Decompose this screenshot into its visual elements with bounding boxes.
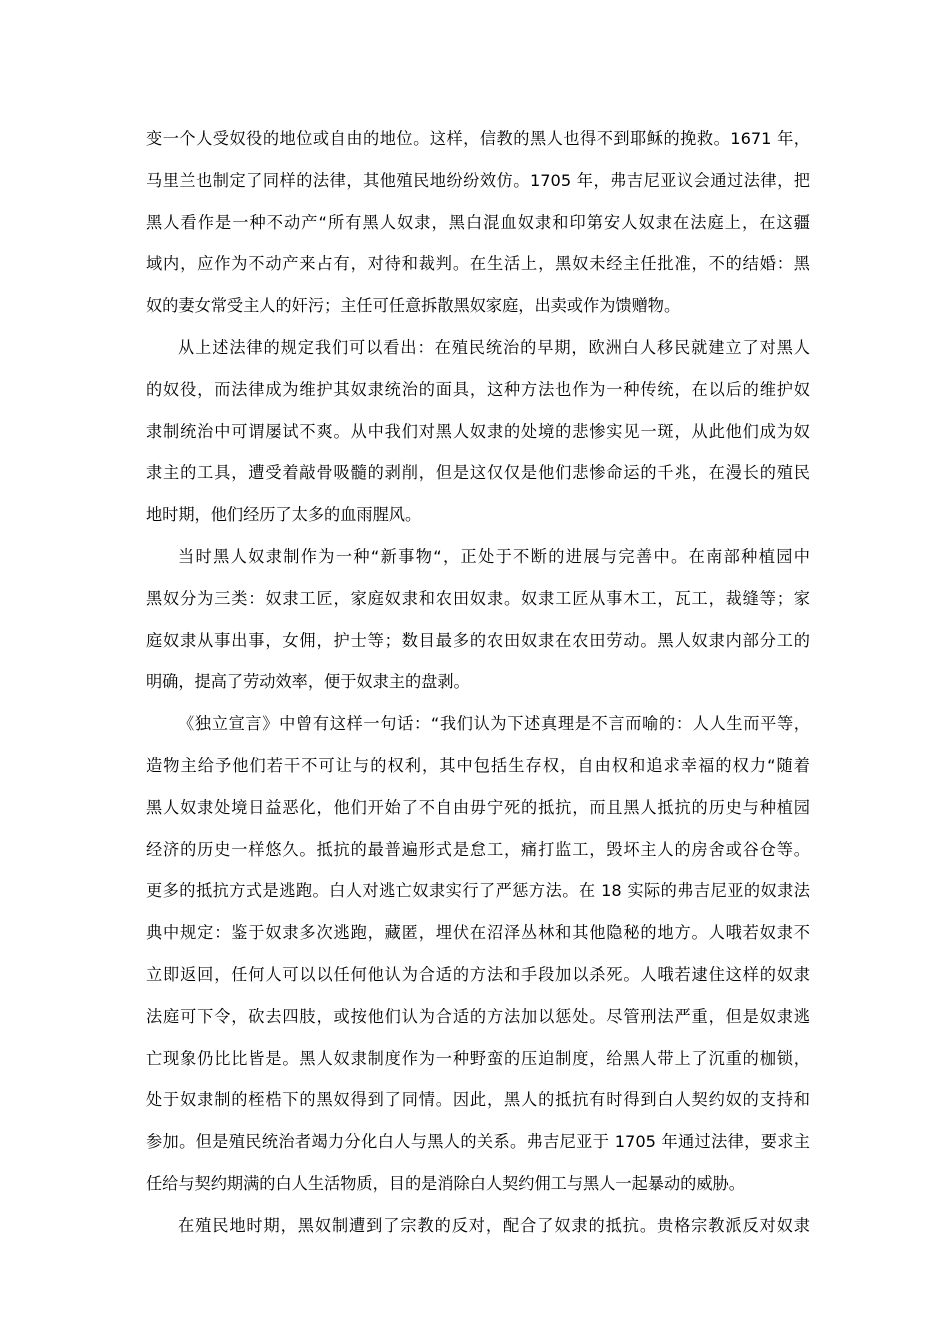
text-line: 处于奴隶制的桎梏下的黑奴得到了同情。因此，黑人的抵抗有时得到白人契约奴的支持和	[146, 1090, 810, 1110]
text-line: 马里兰也制定了同样的法律，其他殖民地纷纷效仿。1705 年，弗吉尼亚议会通过法律，把	[146, 170, 810, 190]
text-line: 黑人看作是一种不动产“所有黑人奴隶，黑白混血奴隶和印第安人奴隶在法庭上，在这疆	[146, 212, 810, 232]
text-line: 的奴役，而法律成为维护其奴隶统治的面具，这种方法也作为一种传统，在以后的维护奴	[146, 379, 810, 399]
text-line: 立即返回，任何人可以以任何他认为合适的方法和手段加以杀死。人哦若逮住这样的奴隶	[146, 964, 810, 984]
text-line: 隶制统治中可谓屡试不爽。从中我们对黑人奴隶的处境的悲惨实见一斑，从此他们成为奴	[146, 421, 810, 441]
text-line: 黑奴分为三类：奴隶工匠，家庭奴隶和农田奴隶。奴隶工匠从事木工，瓦工，裁缝等；家	[146, 588, 810, 608]
text-line: 奴的妻女常受主人的奸污；主任可任意拆散黑奴家庭，出卖或作为馈赠物。	[146, 296, 681, 316]
text-line: 法庭可下令，砍去四肢，或按他们认为合适的方法加以惩处。尽管刑法严重，但是奴隶逃	[146, 1006, 810, 1026]
text-line: 典中规定：鉴于奴隶多次逃跑，藏匿，埋伏在沼泽丛林和其他隐秘的地方。人哦若奴隶不	[146, 923, 810, 943]
text-line: 经济的历史一样悠久。抵抗的最普遍形式是怠工，痛打监工，毁坏主人的房舍或谷仓等。	[146, 839, 810, 859]
text-line: 参加。但是殖民统治者竭力分化白人与黑人的关系。弗吉尼亚于 1705 年通过法律，要求主	[146, 1132, 810, 1152]
text-line: 变一个人受奴役的地位或自由的地位。这样，信教的黑人也得不到耶稣的挽救。1671 年，	[146, 129, 810, 148]
text-line: 当时黑人奴隶制作为一种“新事物“，正处于不断的进展与完善中。在南部种植园中	[178, 546, 810, 566]
text-line: 隶主的工具，遭受着敲骨吸髓的剥削，但是这仅仅是他们悲惨命运的千兆，在漫长的殖民	[146, 463, 810, 483]
text-line: 更多的抵抗方式是逃跑。白人对逃亡奴隶实行了严惩方法。在 18 实际的弗吉尼亚的奴隶法	[146, 881, 810, 901]
text-line: 黑人奴隶处境日益恶化，他们开始了不自由毋宁死的抵抗，而且黑人抵抗的历史与种植园	[146, 797, 810, 817]
text-line: 明确，提高了劳动效率，便于奴隶主的盘剥。	[146, 672, 470, 692]
body-text	[146, 118, 810, 1247]
text-line: 造物主给予他们若干不可让与的权利，其中包括生存权，自由权和追求幸福的权力“随着	[146, 755, 810, 775]
text-line: 从上述法律的规定我们可以看出：在殖民统治的早期，欧洲白人移民就建立了对黑人	[178, 337, 810, 357]
text-line: 任给与契约期满的白人生活物质，目的是消除白人契约佣工与黑人一起暴动的威胁。	[146, 1173, 745, 1193]
text-line: 在殖民地时期，黑奴制遭到了宗教的反对，配合了奴隶的抵抗。贵格宗教派反对奴隶	[178, 1215, 810, 1235]
text-line: 亡现象仍比比皆是。黑人奴隶制度作为一种野蛮的压迫制度，给黑人带上了沉重的枷锁，	[146, 1048, 810, 1068]
text-line: 庭奴隶从事出事，女佣，护士等；数目最多的农田奴隶在农田劳动。黑人奴隶内部分工的	[146, 630, 810, 650]
text-line: 《独立宣言》中曾有这样一句话：“我们认为下述真理是不言而喻的：人人生而平等，	[178, 714, 810, 734]
text-line: 地时期，他们经历了太多的血雨腥风。	[146, 505, 422, 525]
text-line: 域内，应作为不动产来占有，对待和裁判。在生活上，黑奴未经主任批准，不的结婚：黑	[146, 254, 810, 274]
